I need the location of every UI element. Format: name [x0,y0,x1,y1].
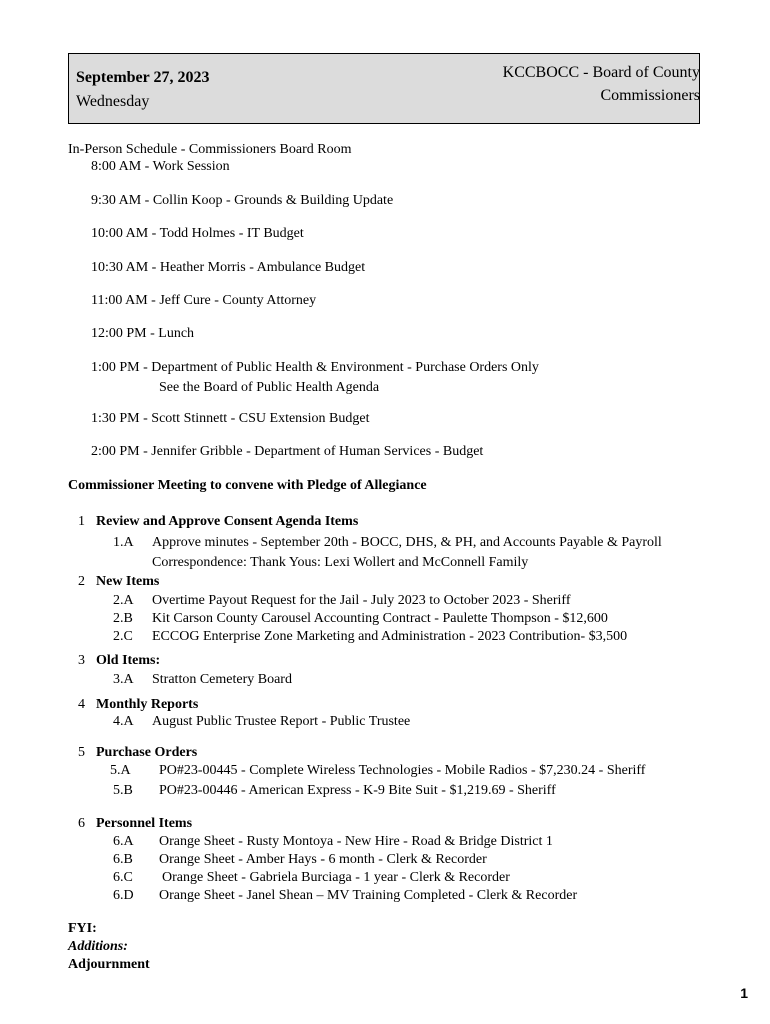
schedule-item: 1:30 PM - Scott Stinnett - CSU Extension Budget [91,411,370,426]
section-title: Monthly Reports [96,697,199,712]
item-code: 3.A [113,672,134,687]
item-text: PO#23-00445 - Complete Wireless Technologies - Mobile Radios - $7,230.24 - Sheriff [159,763,646,778]
item-code: 2.B [113,611,133,626]
item-text: Orange Sheet - Gabriela Burciaga - 1 year - Clerk & Recorder [162,870,510,885]
section-number: 2 [78,574,85,589]
item-code: 5.A [110,763,131,778]
section-title: New Items [96,574,160,589]
item-text: August Public Trustee Report - Public Trustee [152,714,411,729]
section-number: 6 [78,816,85,831]
adjournment-label: Adjournment [68,957,150,972]
section-number: 1 [78,514,85,529]
schedule-item: 10:00 AM - Todd Holmes - IT Budget [91,226,304,241]
item-text: Orange Sheet - Amber Hays - 6 month - Clerk & Recorder [159,852,487,867]
section-number: 3 [78,653,85,668]
item-text-continued: Correspondence: Thank Yous: Lexi Wollert and McConnell Family [152,555,529,570]
organization-name [503,61,700,107]
schedule-item: 2:00 PM - Jennifer Gribble - Department of Human Services - Budget [91,444,484,459]
item-text: PO#23-00446 - American Express - K-9 Bite Suit - $1,219.69 - Sheriff [159,783,556,798]
item-code: 5.B [113,783,133,798]
section-title: Personnel Items [96,816,193,831]
item-text: Stratton Cemetery Board [152,672,292,687]
org-line-2: Commissioners [600,87,700,104]
item-text: Approve minutes - September 20th - BOCC, DHS, & PH, and Accounts Payable & Payroll [152,535,662,550]
schedule-item: 1:00 PM - Department of Public Health & Environment - Purchase Orders Only [91,360,539,375]
item-code: 6.D [113,888,134,903]
item-text: ECCOG Enterprise Zone Marketing and Administration - 2023 Contribution- $3,500 [152,629,628,644]
org-line-1: KCCBOCC - Board of County [502,64,700,81]
item-code: 2.A [113,593,134,608]
item-code: 4.A [113,714,134,729]
item-code: 2.C [113,629,133,644]
schedule-title: In-Person Schedule - Commissioners Board Room [68,142,352,157]
item-text: Kit Carson County Carousel Accounting Contract - Paulette Thompson - $12,600 [152,611,608,626]
item-text: Orange Sheet - Rusty Montoya - New Hire - Road & Bridge District 1 [159,834,553,849]
item-code: 6.B [113,852,133,867]
meeting-date: September 27, 2023 [76,69,210,86]
fyi-label: FYI: [68,921,97,936]
section-number: 5 [78,745,85,760]
additions-label: Additions: [68,939,128,954]
item-code: 6.A [113,834,134,849]
schedule-item: 8:00 AM - Work Session [91,159,230,174]
section-number: 4 [78,697,85,712]
schedule-note: See the Board of Public Health Agenda [159,380,380,395]
item-text: Overtime Payout Request for the Jail - July 2023 to October 2023 - Sheriff [152,593,571,608]
schedule-item: 11:00 AM - Jeff Cure - County Attorney [91,293,317,308]
section-title: Old Items: [96,653,161,668]
page-number: 1 [740,985,748,1001]
item-text: Orange Sheet - Janel Shean – MV Training Completed - Clerk & Recorder [159,888,578,903]
schedule-item: 10:30 AM - Heather Morris - Ambulance Budget [91,260,366,275]
schedule-item: 12:00 PM - Lunch [91,326,195,341]
item-code: 6.C [113,870,133,885]
schedule-item: 9:30 AM - Collin Koop - Grounds & Building Update [91,193,394,208]
section-title: Review and Approve Consent Agenda Items [96,514,359,529]
item-code: 1.A [113,535,134,550]
meeting-title: Commissioner Meeting to convene with Pledge of Allegiance [68,478,427,493]
meeting-weekday: Wednesday [76,93,150,110]
section-title: Purchase Orders [96,745,198,760]
